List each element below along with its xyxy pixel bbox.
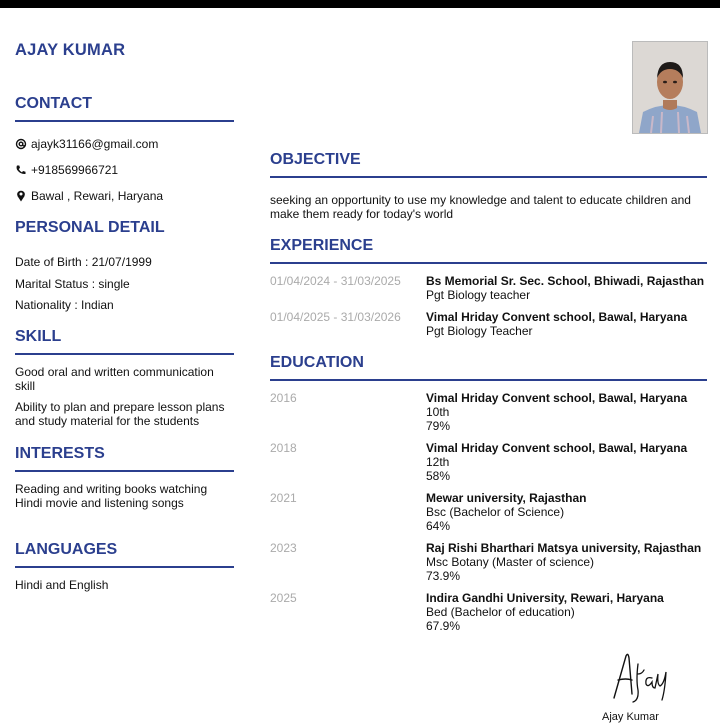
experience-section [270, 237, 707, 264]
contact-location: Bawal , Rewari, Haryana [31, 189, 164, 203]
experience-heading: EXPERIENCE [270, 237, 374, 254]
experience-role: Pgt Biology teacher [426, 288, 531, 302]
at-icon [15, 138, 27, 150]
contact-heading: CONTACT [15, 95, 93, 112]
education-score: 73.9% [426, 569, 461, 583]
skill-section [15, 328, 234, 355]
languages-text: Hindi and English [15, 578, 109, 592]
education-year: 2016 [270, 391, 297, 405]
personal-marital: Marital Status : single [15, 277, 130, 291]
contact-email[interactable]: ajayk31166@gmail.com [31, 137, 159, 151]
education-section [270, 354, 707, 381]
education-score: 64% [426, 519, 451, 533]
resume-name: AJAY KUMAR [15, 41, 126, 59]
education-school: Mewar university, Rajasthan [426, 491, 587, 505]
education-course: 10th [426, 405, 450, 419]
contact-location-row [15, 189, 163, 203]
education-year: 2021 [270, 491, 297, 505]
profile-photo [632, 41, 708, 134]
phone-icon [15, 164, 27, 176]
signature [602, 650, 678, 709]
education-course: Msc Botany (Master of science) [426, 555, 595, 569]
contact-phone[interactable]: +918569966721 [31, 163, 119, 177]
skill-heading: SKILL [15, 328, 62, 345]
contact-section [15, 95, 234, 122]
education-score: 79% [426, 419, 451, 433]
skill-item: Good oral and written communication skill [15, 365, 214, 393]
personal-nationality: Nationality : Indian [15, 298, 114, 312]
contact-phone-row [15, 163, 118, 177]
experience-title: Bs Memorial Sr. Sec. School, Bhiwadi, Rajasthan [426, 274, 705, 288]
education-score: 67.9% [426, 619, 461, 633]
experience-divider [270, 262, 707, 264]
languages-heading: LANGUAGES [15, 541, 118, 558]
interests-heading: INTERESTS [15, 445, 105, 462]
education-score: 58% [426, 469, 451, 483]
objective-heading: OBJECTIVE [270, 151, 361, 168]
interests-divider [15, 470, 234, 472]
education-year: 2025 [270, 591, 297, 605]
skill-item: Ability to plan and prepare lesson plans and study material for the students [15, 400, 225, 428]
experience-date: 01/04/2025 - 31/03/2026 [270, 310, 401, 324]
languages-divider [15, 566, 234, 568]
skill-divider [15, 353, 234, 355]
personal-heading: PERSONAL DETAIL [15, 219, 165, 236]
education-school: Vimal Hriday Convent school, Bawal, Haryana [426, 441, 688, 455]
experience-title: Vimal Hriday Convent school, Bawal, Haryana [426, 310, 688, 324]
education-school: Vimal Hriday Convent school, Bawal, Haryana [426, 391, 688, 405]
experience-date: 01/04/2024 - 31/03/2025 [270, 274, 401, 288]
experience-role: Pgt Biology Teacher [426, 324, 533, 338]
languages-section [15, 541, 234, 568]
education-year: 2018 [270, 441, 297, 455]
education-course: Bsc (Bachelor of Science) [426, 505, 565, 519]
top-bar [0, 0, 720, 8]
signature-name: Ajay Kumar [602, 711, 659, 723]
personal-dob: Date of Birth : 21/07/1999 [15, 255, 152, 269]
objective-divider [270, 176, 707, 178]
education-course: Bed (Bachelor of education) [426, 605, 575, 619]
interests-text: Reading and writing books watching Hindi movie and listening songs [15, 482, 208, 510]
contact-email-row [15, 137, 158, 151]
objective-text: seeking an opportunity to use my knowledge and talent to educate children and make them ready for today's world [270, 193, 691, 221]
interests-section [15, 445, 234, 472]
location-pin-icon [15, 190, 27, 202]
education-school: Raj Rishi Bharthari Matsya university, Rajasthan [426, 541, 702, 555]
contact-divider [15, 120, 234, 122]
education-course: 12th [426, 455, 450, 469]
objective-section [270, 151, 707, 178]
education-heading: EDUCATION [270, 354, 364, 371]
education-school: Indira Gandhi University, Rewari, Haryana [426, 591, 664, 605]
education-divider [270, 379, 707, 381]
education-year: 2023 [270, 541, 297, 555]
